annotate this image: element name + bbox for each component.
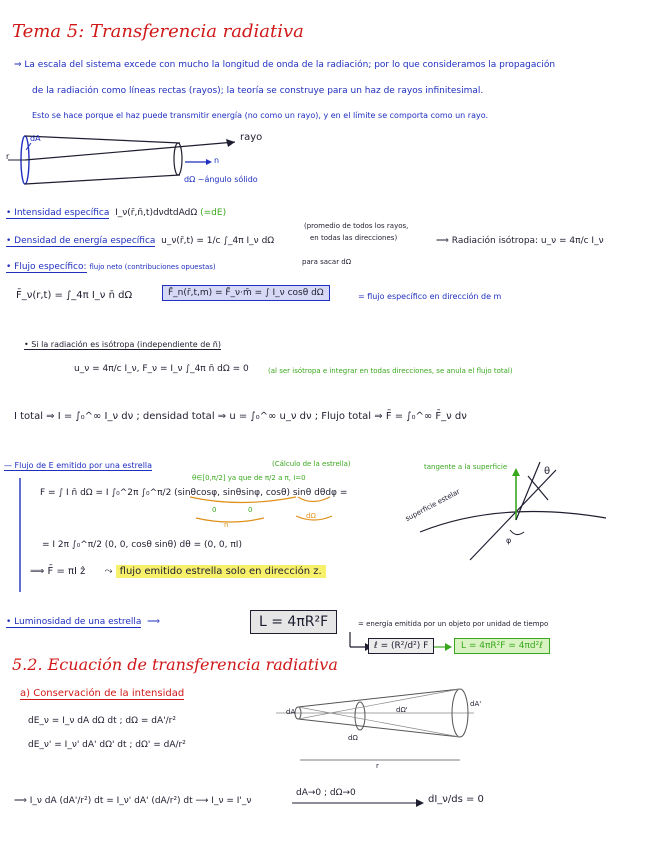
intensity-formula: I_ν(r̄,n̄,t)dνdtdAdΩ: [115, 208, 198, 218]
diagram1-n: n: [214, 156, 220, 165]
flux-label: • Flujo específico:: [6, 262, 87, 272]
star-theta: θ: [544, 466, 551, 477]
star-under-n: n̄: [224, 521, 229, 529]
star-note-green-1: θ∈[0,π/2] ya que de π/2 a π, I=0: [192, 474, 306, 482]
isotropic-note: (al ser isótropa e integrar en todas direcciones, se anula el flujo total): [268, 367, 513, 375]
page-title: Tema 5: Transferencia radiativa: [12, 21, 304, 42]
energy-note-c: para sacar dΩ: [302, 258, 352, 266]
star-phi: φ: [506, 536, 512, 545]
diagram2-dOmega: dΩ: [348, 734, 358, 742]
intro-line-2: de la radiación como líneas rectas (rayos); la teoría se construye para un haz de rayos infinitesimal.: [32, 86, 484, 96]
star-tangent: tangente a la superficie: [424, 463, 508, 471]
isotropic-formula: u_ν = 4π/c I_ν, F_ν = I_ν ∫_4π n̄ dΩ = 0: [74, 364, 249, 374]
intensity-paren: (=dE): [200, 208, 227, 218]
section-2-eq-1: dE_ν = I_ν dA dΩ dt ; dΩ = dA'/r²: [28, 716, 176, 726]
energy-density-label: • Densidad de energía específica: [6, 236, 156, 246]
luminosity-arrow: ⟹: [147, 617, 161, 627]
star-under-zero-1: 0: [212, 506, 217, 514]
intro-line-1: ⇒ La escala del sistema excede con mucho la longitud de onda de la radiación; por lo que consideramos la propagación: [14, 60, 556, 70]
star-eq-2: = I 2π ∫₀^π/2 (0, 0, cosθ sinθ) dθ = (0, 0, πI): [42, 540, 242, 550]
totals-line: I total ⇒ I = ∫₀^∞ I_ν dν ; densidad total ⇒ u = ∫₀^∞ u_ν dν ; Flujo total ⇒ F̄ = ∫₀^∞ F̄_ν dν: [14, 411, 467, 422]
energy-density-formula: u_ν(r̄,t) = 1/c ∫_4π I_ν dΩ: [161, 236, 275, 246]
star-under-zero-2: 0: [248, 506, 253, 514]
star-surface: superficie estelar: [404, 487, 462, 524]
intensity-label: • Intensidad específica: [6, 208, 110, 218]
energy-note-b: en todas las direcciones): [310, 234, 398, 242]
star-note-green-2: (Cálculo de la estrella): [272, 460, 351, 468]
diagram1-dA: dA: [30, 134, 41, 143]
intro-line-3: Esto se hace porque el haz puede transmitir energía (no como un rayo), y en el límite se comporta como un rayo.: [32, 111, 489, 120]
luminosity-label: • Luminosidad de una estrella: [6, 617, 142, 627]
star-eq-1: F = ∫ I n̄ dΩ = I ∫₀^2π ∫₀^π/2 (sinθcosφ, sinθsinφ, cosθ) sinθ dθdφ =: [40, 488, 348, 498]
diagram1-solid-angle: dΩ ~ángulo sólido: [184, 175, 258, 184]
section-2-eq-2: dE_ν' = I_ν' dA' dΩ' dt ; dΩ' = dA/r²: [28, 740, 186, 750]
section-2-result: dI_ν/ds = 0: [428, 794, 484, 805]
flux-boxed: F̄_n(r̄,t,m) = F̄_ν·m̄ = ∫ I_ν cosθ dΩ: [162, 285, 330, 301]
luminosity-note: = energía emitida por un objeto por unidad de tiempo: [358, 620, 549, 628]
luminosity-boxed-2: ℓ = (R²/d²) F: [368, 638, 434, 654]
section-2-title: 5.2. Ecuación de transferencia radiativa: [12, 655, 338, 674]
diagram2-dA-prime: dA': [470, 700, 482, 708]
star-under-domega: dΩ: [306, 512, 316, 520]
diagram2-dA: dA: [286, 708, 296, 716]
star-eq-3-arrow: ⤳: [104, 566, 113, 577]
section-2-limit: dA→0 ; dΩ→0: [296, 788, 356, 798]
flux-formula: F̄_ν(r,t) = ∫_4π I_ν n̄ dΩ: [16, 290, 133, 301]
luminosity-boxed-3: L = 4πR²F = 4πd²ℓ: [454, 638, 550, 654]
isotropic-label: • Si la radiación es isótropa (independiente de n̄): [24, 340, 221, 349]
section-2-sub: a) Conservación de la intensidad: [20, 688, 185, 699]
energy-isotropic: ⟹ Radiación isótropa: u_ν = 4π/c I_ν: [436, 236, 604, 246]
diagram1-r: r: [6, 152, 10, 161]
flux-sub: flujo neto (contribuciones opuestas): [89, 263, 216, 271]
star-eq-3: ⟹ F̄ = πI ẑ ⤳ flujo emitido estrella solo en dirección z.: [30, 566, 326, 578]
diagram2-r: r: [376, 762, 379, 770]
diagram1-ray: rayo: [240, 132, 263, 143]
diagram2-dOmega-prime: dΩ': [396, 706, 408, 714]
energy-note-a: (promedio de todos los rayos,: [304, 222, 409, 230]
star-flux-label: — Flujo de E emitido por una estrella: [4, 461, 153, 470]
flux-note: = flujo específico en dirección de m: [358, 292, 502, 301]
luminosity-formula: L = 4πR²F: [250, 610, 337, 634]
star-highlight: flujo emitido estrella solo en dirección z.: [116, 565, 326, 578]
section-2-eq-3: ⟹ I_ν dA (dA'/r²) dt = I_ν' dA' (dA/r²) dt ⟶ I_ν = I'_ν: [14, 796, 252, 806]
